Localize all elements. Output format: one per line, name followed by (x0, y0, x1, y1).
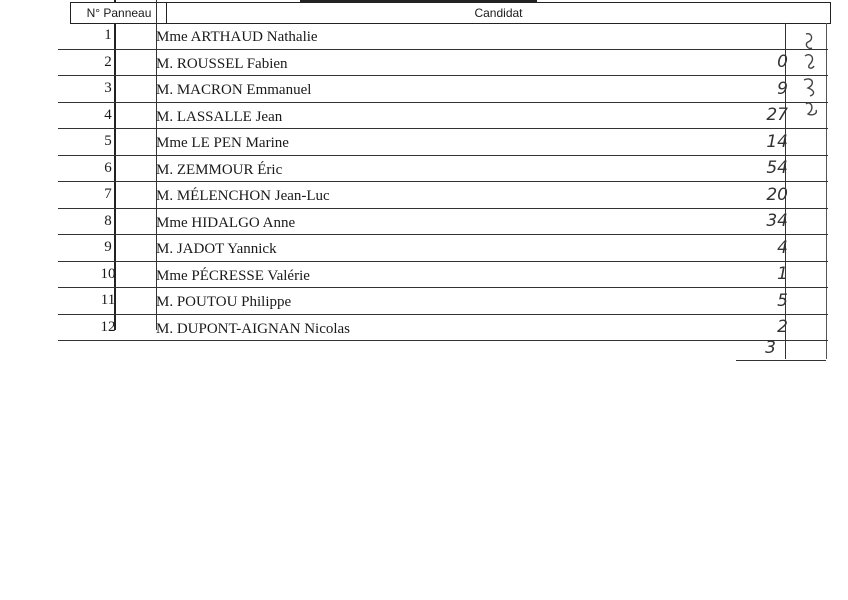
candidate-name: Mme PÉCRESSE Valérie (156, 267, 310, 284)
table-row (58, 235, 828, 262)
vote-count: 14 (766, 131, 788, 152)
table-body (58, 23, 828, 341)
candidate-name: M. LASSALLE Jean (156, 108, 283, 125)
panel-number: 5 (104, 133, 112, 150)
vote-count: 34 (766, 211, 788, 232)
candidate-name: M. POUTOU Philippe (156, 294, 292, 311)
candidate-name: Mme HIDALGO Anne (156, 214, 296, 231)
panel-number: 8 (104, 212, 112, 229)
candidate-name: M. ZEMMOUR Éric (156, 161, 283, 178)
total-row (736, 336, 826, 361)
panel-number: 6 (104, 159, 112, 176)
panel-number: 3 (104, 80, 112, 97)
candidate-name: Mme LE PEN Marine (156, 135, 289, 152)
header-candidat: Candidat (166, 2, 831, 24)
candidate-name: M. MACRON Emmanuel (156, 82, 312, 99)
vote-count: 4 (777, 237, 788, 258)
table-row (58, 182, 828, 209)
panel-number: 9 (104, 239, 112, 256)
panel-number: 2 (104, 53, 112, 70)
candidate-name: Mme ARTHAUD Nathalie (156, 29, 318, 46)
table-row (58, 156, 828, 183)
handwritten-margin-tally (800, 30, 822, 120)
table-row (58, 315, 828, 342)
vote-count: 5 (777, 290, 788, 311)
results-table (58, 0, 828, 362)
vote-count: 0 (777, 52, 788, 73)
panel-number: 12 (100, 318, 116, 335)
table-row (58, 262, 828, 289)
panel-number: 7 (104, 186, 112, 203)
panel-number: 1 (104, 27, 112, 44)
vote-count: 9 (777, 78, 788, 99)
vote-count: 27 (766, 105, 788, 126)
panel-number: 4 (104, 106, 112, 123)
candidate-name: M. ROUSSEL Fabien (156, 55, 288, 72)
table-row (58, 76, 828, 103)
vote-count: 1 (777, 264, 788, 285)
table-row (58, 23, 828, 50)
vote-count: 20 (766, 184, 788, 205)
vote-count: 54 (766, 158, 788, 179)
table-row (58, 129, 828, 156)
table-row (58, 288, 828, 315)
total-vote-count: 3 (765, 338, 776, 358)
table-row (58, 209, 828, 236)
candidate-name: M. JADOT Yannick (156, 241, 277, 258)
table-row (58, 103, 828, 130)
vote-count: 2 (777, 317, 788, 338)
panel-number: 10 (100, 265, 116, 282)
table-row (58, 50, 828, 77)
panel-number: 11 (100, 292, 116, 309)
header-panneau: N° Panneau (70, 2, 167, 24)
candidate-name: M. MÉLENCHON Jean-Luc (156, 188, 330, 205)
candidate-name: M. DUPONT-AIGNAN Nicolas (156, 320, 351, 337)
